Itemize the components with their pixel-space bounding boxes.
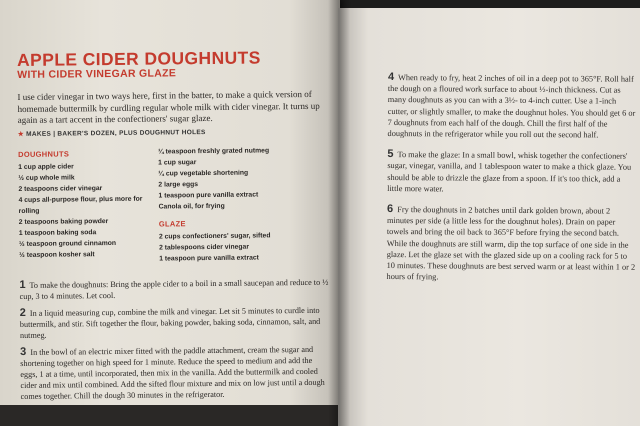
step-number: 2 bbox=[19, 306, 26, 319]
right-page-content bbox=[386, 72, 638, 294]
step-3 bbox=[20, 343, 331, 401]
recipe-intro: I use cider vinegar in two ways here, first in the batter, to make a quick version of homemade buttermilk by curdling regular whole milk with cider vinegar. It turns up again as a tart accent in the confectioners' sugar glaze. bbox=[17, 88, 320, 125]
ingredient-item: ¼ cup vegetable shortening bbox=[158, 169, 249, 178]
step-text: When ready to fry, heat 2 inches of oil in a deep pot to 365°F. Roll half the dough on a floured work surface to about ½-inch thickness. Cut as many doughnuts as you can with a 3½- to 4-inch cutter. Use a 1-inch cutter, or slightly smaller, to make the doughnut holes. You should get 6 or 7 doughnuts from each half of the dough. Chill the first half of the doughnuts in the refrigerator while you roll out the second half. bbox=[387, 73, 636, 140]
ingredient-item: 1 teaspoon baking soda bbox=[18, 228, 97, 237]
yield-line bbox=[18, 126, 328, 137]
glaze-heading: GLAZE bbox=[158, 218, 186, 229]
ingredient-item: 2 tablespoons cider vinegar bbox=[159, 243, 249, 252]
step-text: To make the doughnuts: Bring the apple cider to a boil in a small saucepan and reduce to ½ cup, 3 to 4 minutes. Let cool. bbox=[19, 277, 329, 301]
page-shadow bbox=[0, 405, 340, 426]
step-text: In the bowl of an electric mixer fitted with the paddle attachment, cream the sugar and shortening together on high speed for 1 minute. Reduce the speed to medium and add the eggs, 1 at a time, until incorporated, then mix in the vanilla. Add the buttermilk and cooled cider and mix until combined. Add the sifted flour mixture and mix on low just until a dough comes together. Chill the dough 30 minutes in the refrigerator. bbox=[20, 344, 325, 401]
recipe-title: APPLE CIDER DOUGHNUTS bbox=[16, 47, 261, 70]
ingredient-item: ½ teaspoon ground cinnamon bbox=[18, 239, 117, 248]
ingredient-item: ½ cup whole milk bbox=[18, 173, 75, 182]
ingredient-item: 2 teaspoons cider vinegar bbox=[18, 184, 103, 193]
ingredients-column-2 bbox=[158, 144, 329, 264]
star-icon: ★ bbox=[17, 130, 27, 138]
step-number: 5 bbox=[387, 148, 394, 161]
step-4 bbox=[388, 72, 638, 141]
doughnuts-heading: DOUGHNUTS bbox=[18, 148, 70, 159]
step-1 bbox=[19, 276, 329, 301]
step-text: In a liquid measuring cup, combine the milk and vinegar. Let sit 5 minutes to curdle into buttermilk, and stir. Sift together the flour, baking powder, baking soda, cinnamon, salt, and nutmeg. bbox=[19, 305, 321, 340]
step-6 bbox=[387, 204, 638, 284]
step-number: 3 bbox=[20, 345, 27, 358]
ingredient-item: 1 teaspoon pure vanilla extract bbox=[159, 253, 259, 263]
step-5 bbox=[387, 149, 637, 196]
step-number: 4 bbox=[387, 71, 395, 84]
ingredient-item: ½ teaspoon kosher salt bbox=[19, 250, 95, 259]
right-page bbox=[338, 8, 640, 426]
ingredient-item: 1 cup sugar bbox=[158, 158, 197, 167]
yield-text: MAKES | BAKER'S DOZEN, PLUS DOUGHNUT HOLES bbox=[26, 128, 206, 138]
step-number: 6 bbox=[387, 203, 394, 216]
left-page-content bbox=[17, 49, 331, 405]
ingredient-item: 2 cups confectioners' sugar, sifted bbox=[158, 231, 271, 241]
ingredient-item: ¼ teaspoon freshly grated nutmeg bbox=[158, 146, 270, 156]
step-text: Fry the doughnuts in 2 batches until dark golden brown, about 2 minutes per side (a little less for the doughnut holes). Drain on paper towels and bring the oil back to 365°F before frying the second batch. While the doughnuts are still warm, dip the top surface of one side in the glaze. Let the glaze set with the glazed side up on a cooling rack for 5 to 10 minutes. These doughnuts are best served warm or at least within 1 or 2 hours of frying. bbox=[386, 205, 636, 282]
step-number: 1 bbox=[19, 278, 26, 291]
ingredients-section bbox=[18, 144, 329, 265]
step-2 bbox=[20, 304, 330, 340]
ingredient-item: 1 cup apple cider bbox=[18, 162, 74, 171]
ingredient-item: 1 teaspoon pure vanilla extract bbox=[158, 190, 259, 200]
ingredients-column-1 bbox=[18, 146, 149, 265]
ingredient-item: 4 cups all-purpose flour, plus more for rolling bbox=[18, 195, 143, 215]
ingredient-item: 2 teaspoons baking powder bbox=[18, 217, 109, 226]
step-text: To make the glaze: In a small bowl, whisk together the confectioners' sugar, vinegar, vanilla, and 1 tablespoon water to make a thick glaze. You should be able to drizzle the glaze from a spoon. If it's too thick, add a little more water. bbox=[387, 150, 632, 194]
recipe-subtitle: WITH CIDER VINEGAR GLAZE bbox=[17, 67, 177, 81]
ingredient-item: Canola oil, for frying bbox=[158, 202, 225, 211]
ingredient-item: 2 large eggs bbox=[158, 180, 199, 189]
